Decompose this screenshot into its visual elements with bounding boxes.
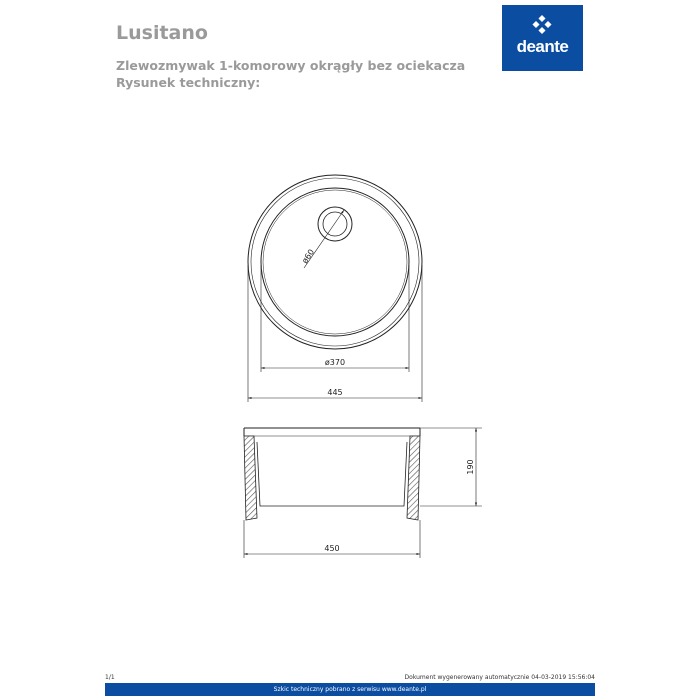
top-view (248, 175, 422, 349)
depth-dimension: 190 (466, 459, 475, 475)
bowl-dimension-line (261, 265, 409, 372)
bowl-profile (257, 442, 407, 506)
outer-dimension-line (248, 265, 422, 402)
logo-text: deante (516, 37, 569, 56)
width-dimension: 450 (324, 544, 340, 553)
drain-inner (323, 212, 347, 236)
source-footer: Szkic techniczny pobrano z serwisu www.deante.pl (105, 683, 595, 696)
drain-dimension: ø60 (300, 247, 317, 266)
drawing-label: Rysunek techniczny: (116, 75, 261, 90)
outer-rim (248, 175, 422, 349)
bowl-dimension: ø370 (324, 358, 346, 367)
page-number: 1/1 (105, 674, 115, 681)
bowl-edge (261, 188, 409, 336)
right-wall-section (407, 436, 420, 520)
page-title: Lusitano (116, 22, 208, 44)
generated-timestamp: Dokument wygenerowany automatycznie 04-03-2019 15:56:04 (404, 674, 595, 681)
left-wall-section (244, 436, 257, 520)
outer-dimension: 445 (327, 388, 343, 397)
side-view (244, 428, 420, 520)
rim-inner (251, 178, 419, 346)
product-description: Zlewozmywak 1-komorowy okrągły bez ociekacza (116, 58, 466, 73)
